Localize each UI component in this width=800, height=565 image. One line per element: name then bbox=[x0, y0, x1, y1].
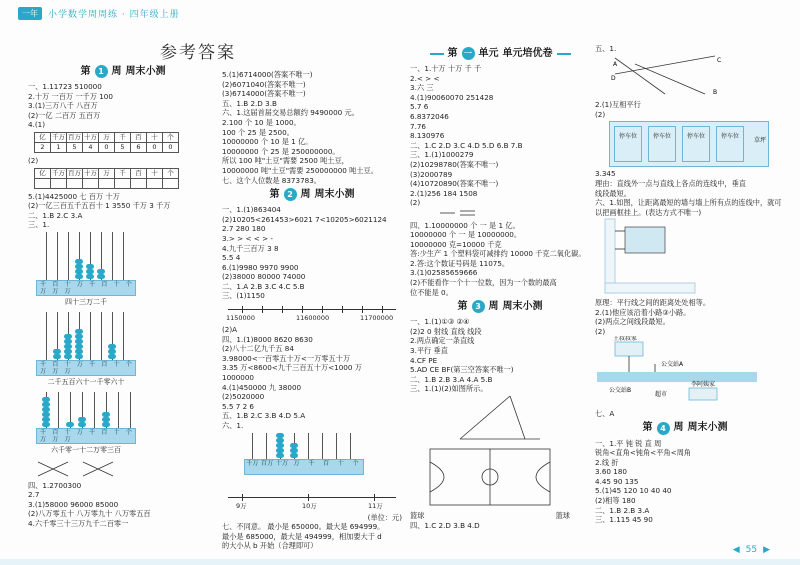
answer-line: 2.7 bbox=[28, 490, 40, 500]
abacus-caption: 四十三万二千 bbox=[65, 298, 107, 307]
abacus-4: 千万 百万 十万 万 千 百 十 个 bbox=[244, 433, 364, 489]
answer-line: (2) bbox=[28, 155, 39, 165]
svg-text:李阿姨家: 李阿姨家 bbox=[691, 381, 716, 389]
answer-line: (2)一亿三百五千五百十 1 3550 千万 3 千万 bbox=[28, 201, 171, 211]
week-3-heading: 第 3 周 周末小测 bbox=[457, 300, 543, 312]
place-value-table-2: 亿 千万 百万 十万 万 千 百 十 个 bbox=[34, 168, 179, 189]
answer-line: 一、1.11723 510000 bbox=[28, 82, 102, 91]
matching-lines-figure bbox=[28, 460, 148, 478]
svg-text:超市: 超市 bbox=[655, 391, 668, 399]
parallel-lines-figure bbox=[595, 54, 765, 98]
week-number-badge: 1 bbox=[95, 65, 108, 78]
angle-figure bbox=[410, 394, 580, 444]
answer-line: 3.(1)三万八千 八百万 bbox=[28, 101, 98, 111]
answer-line: 2.十万 一百万 一千万 100 bbox=[28, 91, 113, 101]
answer-line: 3.(1)58000 96000 85000 bbox=[28, 499, 119, 509]
number-line-1: 1150000 11600000 11700000 bbox=[222, 303, 402, 323]
page-header bbox=[18, 6, 180, 20]
svg-text:B: B bbox=[713, 88, 718, 96]
page-number: ◀ 55 ▶ bbox=[732, 545, 770, 555]
column-3: 第 一 单元 单元培优卷 一、1.十万 十万 千 千 2.< > < 3.六 三 4.(1)90060070 251428 5.7 6 6.8372046 7.76 8.130976 二、1.C 2.D 3.C 4.D 5.D 6.B 7.B 三、1.(1)1000279 (2)10298780(答案不唯一) (3)2000789 (4)10720890(答案不唯一) 2.(1)256 184 1508 (2) 四、1.10000000 个 一 是 1 亿。 10000000 个 一 是 10000000。 10000000 克=10000 千克 答:少生产 1 个塑料袋可减排约 10000 千克二氧化碳。 2.答:这个数证号码是 11075。 3.(1)02585659666 (2)不能看作一个十一位数，因为一个数的最高 位不能是 0。 第 3 周 周末小测 一、1.(1)①③ ②④ (2)2 0 射线 直线 线段 2.两点确定一条直线 3.平行 垂直 4.CF PE 5.AD CE BF(第三空答案不唯一) 二、1.B 2.B 3.A 4.A 5.B 三、1.(1)(2)如图所示。 篮球 篮球 四、1.C 2.D 3.B 4.D bbox=[410, 44, 590, 530]
svg-text:C: C bbox=[717, 56, 722, 64]
abacus-3: 千万 百万 十万 万 千 百 十 个 六千零一十二万零三百 bbox=[36, 392, 136, 458]
abacus-2: 千万 百万 十万 万 千 百 十 个 二千五百六十一千零六十 bbox=[36, 312, 136, 390]
svg-text:A: A bbox=[613, 60, 618, 68]
answer-line: 5.(1)4425000 七 百万 十万 bbox=[28, 191, 120, 201]
column-2: 5.(1)6714000(答案不唯一) (2)6071040(答案不唯一) (3)6714000(答案不唯一) 五、1.B 2.D 3.B 六、1.这届首届交易总额约 9490000 元。 2.100 个 10 是 1000。 100 个 25 是 2500。 10000000 个 10 是 1 亿。 10000000 个 25 是 250000000。 所以 100 吨"土豆"需要 2500 吨土豆， 10000000 吨"土豆"需要 250000000 吨土豆。 七、这个人位数是 8373783。 第 2 周 周末小测 一、1.(1)863404 (2)10205<261453>6021 7<10205>6021124 2.7 280 180 3.> > < < > - 4.九千三百万 3 8 5.5 4 6.(1)9980 9970 9900 (2)38000 80000 74000 二、1.A 2.B 3.C 4.C 5.B 三、(1)1150 1150000 11600000 11700000 (2)A 四、1.(1)8000 8620 8630 (2)八十二亿九千五 84 3.98000<一百零五十万<一万零五十万 3.35 万<8600<九千三百五十万<1000 万 1000000 4.(1)450000 九 38000 (2)5020000 5.5 7 2 6 五、1.B 2.C 3.B 4.D 5.A 六、1. 千万 百万 十万 万 千 百 十 个 9万 10万 11万 (单位：元) 七、不同意。 最小是 650000。最大是 694999。 最小是 685000，最大是 494999，相加要大于 d 的大小从 b 开始（合理即可） bbox=[222, 70, 402, 551]
picture-frame-wall-figure bbox=[595, 217, 765, 295]
column-4: 五、1. A B C D 2.(1)互相平行 (2) 停车位 停车位 停车位 停车位 草坪 3.345 理由：直线外一点与直线上各点的连线中，垂直 线段最短。 六、1.如图，让距离最短的墙与墙上所有点的连线中，就可 以把画框挂上。(表达方式不唯一) 原理：平行线之间的距离处处相等。 2.(1)他应该沿着小路③小路。 (2)两点之间线段最短。 (2) 王叔叔家 公交站A 公交站B 超市 李阿姨家 七、A 第 4 周 周末小测 一、1.平 钝 锐 直 周 锐角<直角<钝角<平角<周角 2.线 折 3.60 180 4.45 90 135 5.(1)45 120 10 40 40 (2)相等 180 二、1.B 2.B 3.A 三、1.115 45 90 bbox=[595, 44, 782, 525]
svg-text:王叔叔家: 王叔叔家 bbox=[613, 336, 638, 343]
route-map-figure bbox=[595, 336, 765, 406]
answer-line: 四、1.2700300 bbox=[28, 480, 82, 490]
answer-line: 三、1. bbox=[28, 220, 50, 230]
page-title: 参考答案 bbox=[160, 43, 236, 63]
svg-text:D: D bbox=[611, 74, 616, 82]
unit-1-heading: 第 一 单元 单元培优卷 bbox=[410, 47, 590, 60]
svg-text:公交站A: 公交站A bbox=[661, 361, 684, 369]
answer-line: (2)一亿 二百万 五百万 bbox=[28, 110, 101, 120]
answer-line: 4.(1) bbox=[28, 120, 46, 130]
answer-line: 4.六千零三十三万九千二百零一 bbox=[28, 518, 129, 528]
place-value-table-1: 亿 千万 百万 十万 万 千 百 十 个 2 1 5 4 0 5 6 0 0 bbox=[34, 132, 179, 153]
answer-line: (2)八万零五十 八万零九十 八万零五百 bbox=[28, 509, 151, 519]
grade-badge: 一年 bbox=[18, 7, 42, 20]
comparison-bars bbox=[410, 208, 580, 218]
abacus-1 bbox=[36, 232, 136, 310]
abacus-caption: 二千五百六十一千零六十 bbox=[47, 378, 125, 387]
week-1-heading: 第 1 周 周末小测 bbox=[80, 65, 166, 77]
series-title: 小学数学周周练 · 四年级上册 bbox=[48, 9, 180, 20]
week-4-heading: 第 4 周 周末小测 bbox=[642, 422, 728, 434]
svg-text:公交站B: 公交站B bbox=[609, 387, 632, 395]
abacus-label-bar: 千万 百万 十万 万 千 百 十 个 bbox=[36, 280, 136, 296]
column-1 bbox=[28, 62, 218, 529]
basketball-court-figure bbox=[410, 447, 580, 509]
next-page-arrow-icon: ▶ bbox=[763, 545, 770, 555]
answer-line: 二、1.B 2.C 3.A bbox=[28, 210, 83, 220]
abacus-caption: 六千零一十二万零三百 bbox=[51, 446, 121, 455]
number-line-2: 9万 10万 11万 bbox=[222, 491, 402, 511]
parking-figure: 停车位 停车位 停车位 停车位 草坪 bbox=[609, 121, 769, 167]
week-2-heading: 第 2 周 周末小测 bbox=[269, 188, 355, 200]
prev-page-arrow-icon: ◀ bbox=[732, 545, 740, 555]
footer-bar bbox=[0, 559, 800, 565]
